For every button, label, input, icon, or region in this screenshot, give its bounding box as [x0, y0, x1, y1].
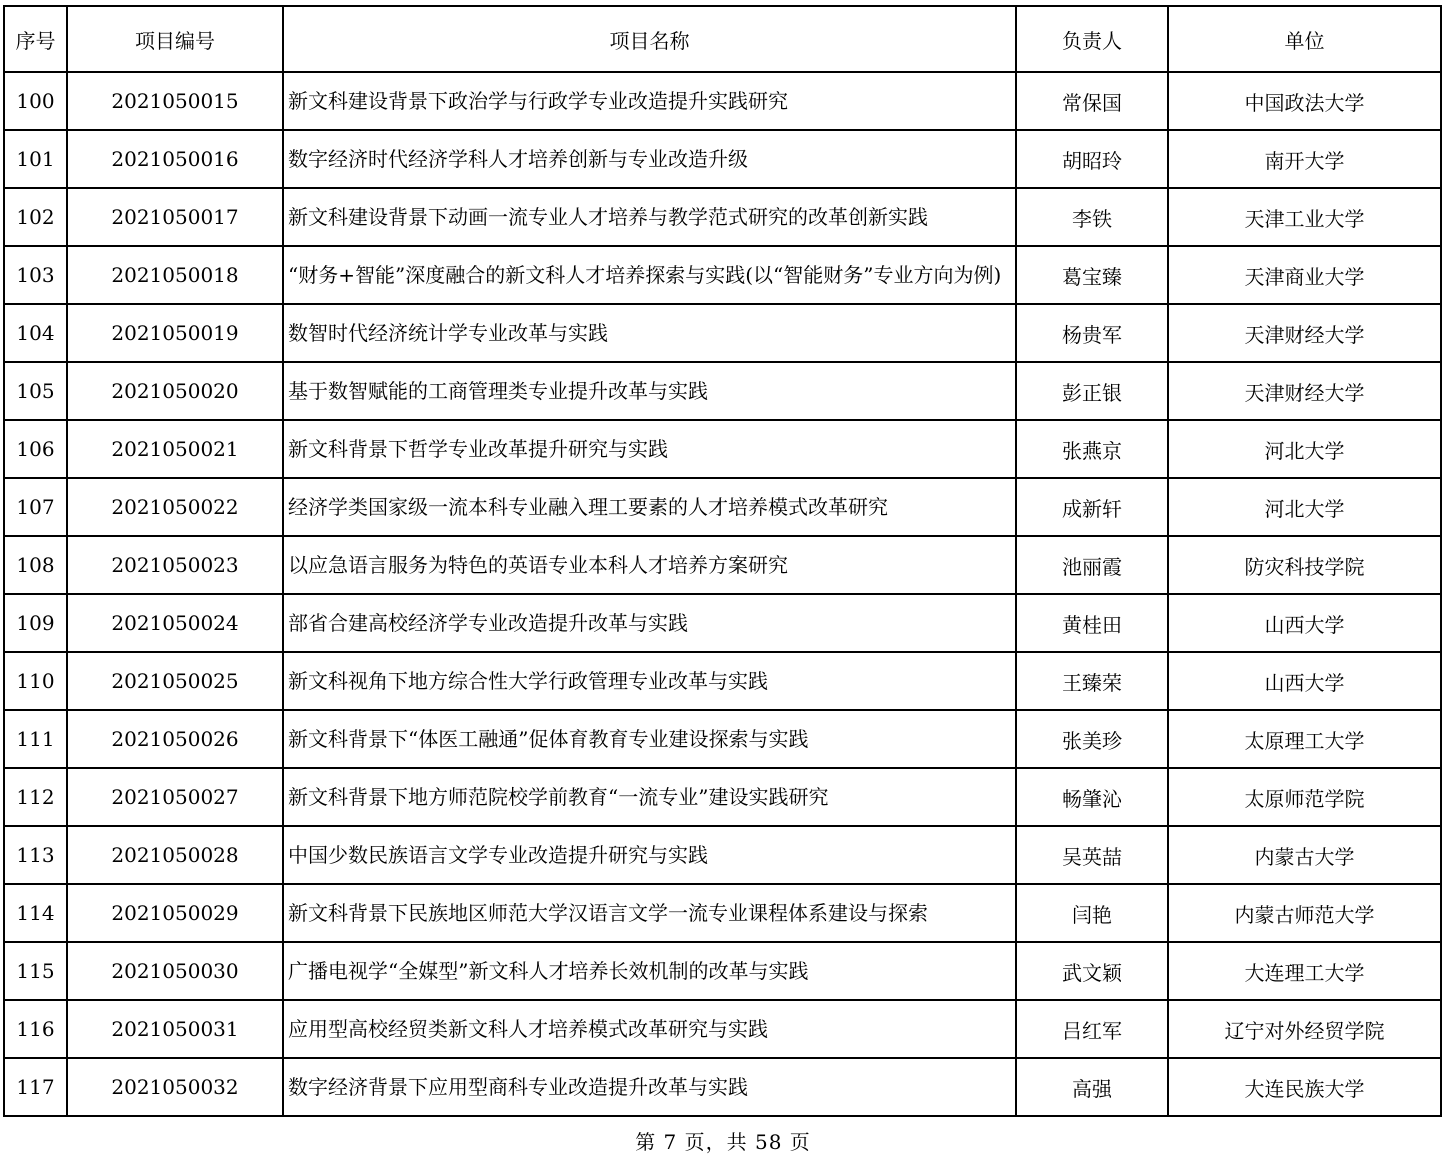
- cell-lead: 成新轩: [1016, 478, 1168, 536]
- table-row: [4, 536, 1441, 594]
- cell-lead: 黄桂田: [1016, 594, 1168, 652]
- cell-code: 2021050017: [67, 188, 283, 246]
- cell-project-name: 应用型高校经贸类新文科人才培养模式改革研究与实践: [283, 1000, 1016, 1058]
- cell-seq: 100: [4, 72, 67, 130]
- cell-lead: 杨贵军: [1016, 304, 1168, 362]
- cell-lead: 王臻荣: [1016, 652, 1168, 710]
- cell-unit: 防灾科技学院: [1168, 536, 1441, 594]
- table-row: [4, 768, 1441, 826]
- cell-unit: 太原理工大学: [1168, 710, 1441, 768]
- cell-code: 2021050029: [67, 884, 283, 942]
- cell-seq: 108: [4, 536, 67, 594]
- cell-lead: 闫艳: [1016, 884, 1168, 942]
- cell-project-name: 数智时代经济统计学专业改革与实践: [283, 304, 1016, 362]
- table-row: [4, 1000, 1441, 1058]
- cell-code: 2021050018: [67, 246, 283, 304]
- cell-project-name: 经济学类国家级一流本科专业融入理工要素的人才培养模式改革研究: [283, 478, 1016, 536]
- page-footer: 第 7 页，共 58 页: [635, 1130, 811, 1154]
- cell-code: 2021050030: [67, 942, 283, 1000]
- cell-unit: 山西大学: [1168, 594, 1441, 652]
- cell-code: 2021050021: [67, 420, 283, 478]
- cell-seq: 115: [4, 942, 67, 1000]
- cell-seq: 111: [4, 710, 67, 768]
- cell-seq: 105: [4, 362, 67, 420]
- header-lead: 负责人: [1016, 6, 1168, 72]
- header-unit: 单位: [1168, 6, 1441, 72]
- cell-lead: 张美珍: [1016, 710, 1168, 768]
- cell-code: 2021050024: [67, 594, 283, 652]
- table-row: [4, 420, 1441, 478]
- cell-unit: 河北大学: [1168, 420, 1441, 478]
- cell-unit: 山西大学: [1168, 652, 1441, 710]
- cell-lead: 吴英喆: [1016, 826, 1168, 884]
- cell-seq: 112: [4, 768, 67, 826]
- cell-code: 2021050031: [67, 1000, 283, 1058]
- cell-lead: 畅肇沁: [1016, 768, 1168, 826]
- table-row: [4, 594, 1441, 652]
- table-row: [4, 246, 1441, 304]
- table-row: [4, 304, 1441, 362]
- cell-lead: 彭正银: [1016, 362, 1168, 420]
- cell-project-name: 数字经济背景下应用型商科专业改造提升改革与实践: [283, 1058, 1016, 1116]
- cell-seq: 109: [4, 594, 67, 652]
- cell-project-name: 部省合建高校经济学专业改造提升改革与实践: [283, 594, 1016, 652]
- cell-code: 2021050015: [67, 72, 283, 130]
- cell-seq: 116: [4, 1000, 67, 1058]
- cell-lead: 高强: [1016, 1058, 1168, 1116]
- cell-unit: 天津财经大学: [1168, 304, 1441, 362]
- table-row: [4, 130, 1441, 188]
- table-row: [4, 478, 1441, 536]
- cell-unit: 南开大学: [1168, 130, 1441, 188]
- header-seq: 序号: [4, 6, 67, 72]
- project-table: [3, 5, 1442, 1117]
- cell-seq: 104: [4, 304, 67, 362]
- cell-unit: 大连民族大学: [1168, 1058, 1441, 1116]
- cell-seq: 110: [4, 652, 67, 710]
- table-row: [4, 884, 1441, 942]
- cell-code: 2021050016: [67, 130, 283, 188]
- cell-project-name: 新文科背景下“体医工融通”促体育教育专业建设探索与实践: [283, 710, 1016, 768]
- cell-code: 2021050026: [67, 710, 283, 768]
- cell-unit: 天津财经大学: [1168, 362, 1441, 420]
- cell-lead: 葛宝臻: [1016, 246, 1168, 304]
- table-row: [4, 1058, 1441, 1116]
- header-name: 项目名称: [283, 6, 1016, 72]
- cell-project-name: 新文科建设背景下动画一流专业人才培养与教学范式研究的改革创新实践: [283, 188, 1016, 246]
- cell-code: 2021050019: [67, 304, 283, 362]
- cell-code: 2021050023: [67, 536, 283, 594]
- cell-code: 2021050027: [67, 768, 283, 826]
- cell-project-name: 新文科背景下地方师范院校学前教育“一流专业”建设实践研究: [283, 768, 1016, 826]
- cell-project-name: 新文科建设背景下政治学与行政学专业改造提升实践研究: [283, 72, 1016, 130]
- cell-seq: 103: [4, 246, 67, 304]
- cell-unit: 中国政法大学: [1168, 72, 1441, 130]
- cell-project-name: “财务+智能”深度融合的新文科人才培养探索与实践(以“智能财务”专业方向为例): [283, 246, 1016, 304]
- cell-unit: 内蒙古师范大学: [1168, 884, 1441, 942]
- cell-code: 2021050022: [67, 478, 283, 536]
- cell-lead: 池丽霞: [1016, 536, 1168, 594]
- table-row: [4, 942, 1441, 1000]
- header-code: 项目编号: [67, 6, 283, 72]
- table-row: [4, 362, 1441, 420]
- table-row: [4, 72, 1441, 130]
- cell-unit: 河北大学: [1168, 478, 1441, 536]
- cell-unit: 内蒙古大学: [1168, 826, 1441, 884]
- cell-seq: 102: [4, 188, 67, 246]
- cell-project-name: 基于数智赋能的工商管理类专业提升改革与实践: [283, 362, 1016, 420]
- cell-lead: 张燕京: [1016, 420, 1168, 478]
- cell-project-name: 中国少数民族语言文学专业改造提升研究与实践: [283, 826, 1016, 884]
- cell-unit: 天津商业大学: [1168, 246, 1441, 304]
- cell-unit: 大连理工大学: [1168, 942, 1441, 1000]
- cell-project-name: 新文科背景下民族地区师范大学汉语言文学一流专业课程体系建设与探索: [283, 884, 1016, 942]
- cell-project-name: 新文科视角下地方综合性大学行政管理专业改革与实践: [283, 652, 1016, 710]
- cell-project-name: 新文科背景下哲学专业改革提升研究与实践: [283, 420, 1016, 478]
- cell-seq: 106: [4, 420, 67, 478]
- cell-project-name: 广播电视学“全媒型”新文科人才培养长效机制的改革与实践: [283, 942, 1016, 1000]
- cell-lead: 常保国: [1016, 72, 1168, 130]
- cell-seq: 107: [4, 478, 67, 536]
- cell-unit: 辽宁对外经贸学院: [1168, 1000, 1441, 1058]
- cell-unit: 天津工业大学: [1168, 188, 1441, 246]
- cell-seq: 114: [4, 884, 67, 942]
- cell-lead: 胡昭玲: [1016, 130, 1168, 188]
- cell-seq: 117: [4, 1058, 67, 1116]
- table-row: [4, 710, 1441, 768]
- table-body: [4, 72, 1441, 1116]
- cell-code: 2021050025: [67, 652, 283, 710]
- cell-project-name: 数字经济时代经济学科人才培养创新与专业改造升级: [283, 130, 1016, 188]
- cell-code: 2021050028: [67, 826, 283, 884]
- cell-lead: 吕红军: [1016, 1000, 1168, 1058]
- table-row: [4, 652, 1441, 710]
- cell-unit: 太原师范学院: [1168, 768, 1441, 826]
- cell-lead: 李铁: [1016, 188, 1168, 246]
- cell-project-name: 以应急语言服务为特色的英语专业本科人才培养方案研究: [283, 536, 1016, 594]
- header-row: [4, 6, 1441, 72]
- table-row: [4, 826, 1441, 884]
- cell-code: 2021050032: [67, 1058, 283, 1116]
- cell-seq: 101: [4, 130, 67, 188]
- cell-seq: 113: [4, 826, 67, 884]
- cell-lead: 武文颖: [1016, 942, 1168, 1000]
- table-row: [4, 188, 1441, 246]
- cell-code: 2021050020: [67, 362, 283, 420]
